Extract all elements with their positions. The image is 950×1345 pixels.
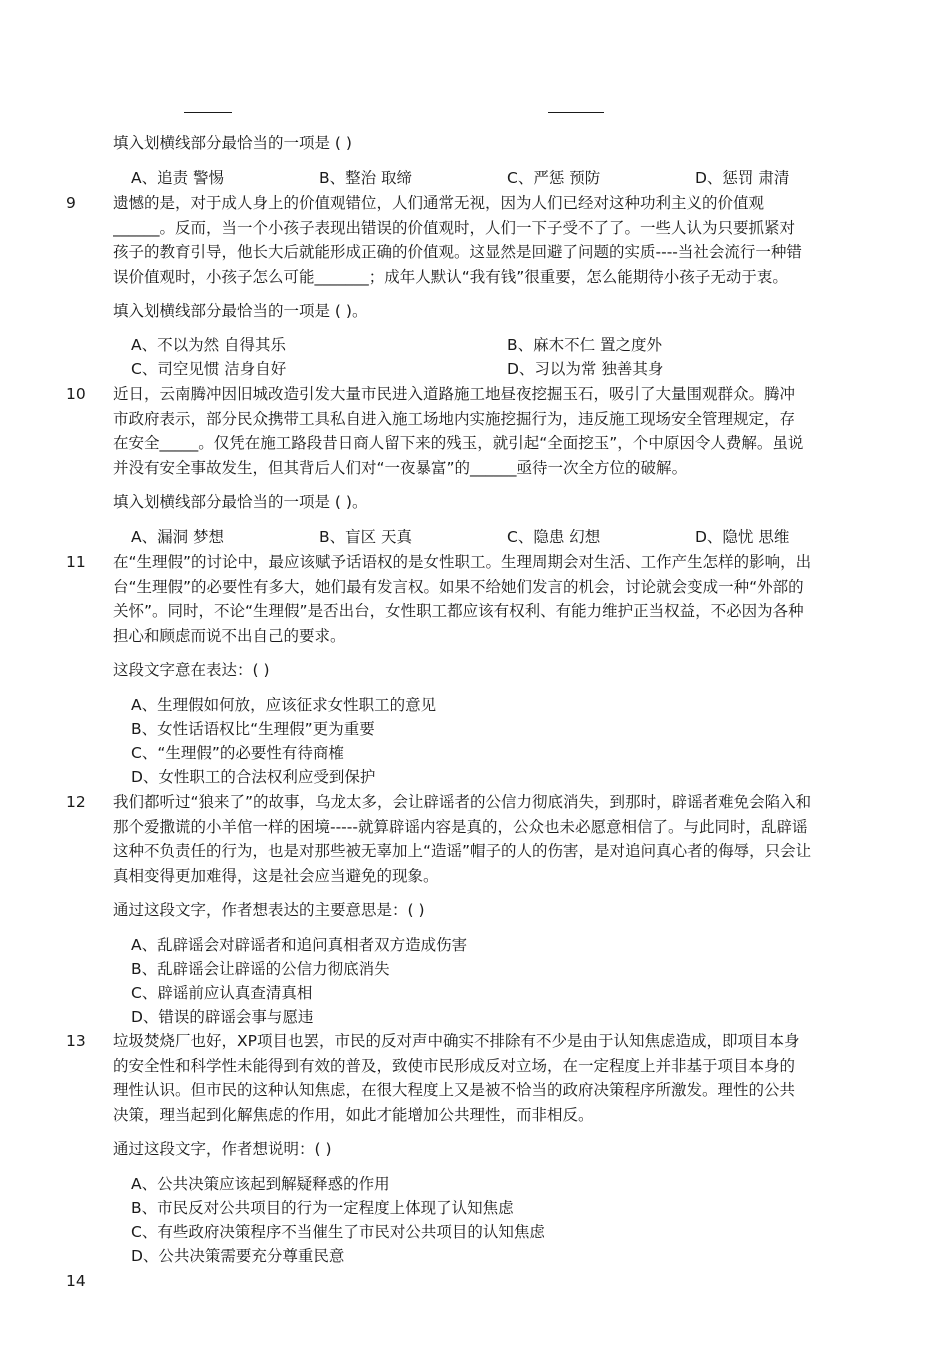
stem-line: 那个爱撒谎的小羊倌一样的困境-----就算辟谣内容是真的，公众也未必愿意相信了。与此同时，乱辟谣 — [113, 817, 808, 836]
question-stem — [113, 1029, 865, 1127]
option-d: D、女性职工的合法权利应受到保护 — [131, 768, 376, 786]
question-prompt: 填入划横线部分最恰当的一项是 ( )。 — [113, 493, 368, 511]
stem-line: 理性认识。但市民的这种认知焦虑，在很大程度上又是被不恰当的政府决策程序所激发。理性的公共 — [113, 1081, 796, 1099]
option-b: B、女性话语权比“生理假”更为重要 — [131, 720, 375, 738]
stem-line: 的安全性和科学性未能得到有效的普及，致使市民形成反对立场，在一定程度上并非基于项目本身的 — [113, 1056, 796, 1075]
option-c: C、严惩 预防 — [507, 169, 601, 187]
option-d: D、隐忧 思维 — [695, 528, 790, 546]
stem-line: 我们都听过“狼来了”的故事，乌龙太多，会让辟谣者的公信力彻底消失，到那时，辟谣者难免会陷入和 — [113, 793, 812, 811]
stem-line: 真相变得更加难得，这是社会应当避免的现象。 — [113, 866, 439, 885]
option-b: B、乱辟谣会让辟谣的公信力彻底消失 — [131, 960, 390, 978]
option-c: C、“生理假”的必要性有待商榷 — [131, 744, 344, 762]
question-number: 13 — [66, 1032, 86, 1050]
option-c: C、有些政府决策程序不当催生了市民对公共项目的认知焦虑 — [131, 1223, 545, 1241]
stem-line: 这种不负责任的行为，也是对那些被无辜加上“造谣”帽子的人的伤害，是对追问真心者的侮辱，只会让 — [113, 842, 812, 860]
option-a: A、不以为然 自得其乐 — [131, 336, 287, 354]
option-c: C、辟谣前应认真查清真相 — [131, 984, 313, 1002]
question-prompt: 通过这段文字，作者想说明：( ) — [113, 1140, 332, 1158]
stem-line: 在安全_____。仅凭在施工路段昔日商人留下来的残玉，就引起“全面挖玉”，个中原因令人费解。虽说 — [113, 434, 804, 452]
question-number: 10 — [66, 385, 86, 403]
option-a: A、生理假如何放，应该征求女性职工的意见 — [131, 696, 437, 714]
blank-line-left — [184, 112, 232, 113]
option-d: D、公共决策需要充分尊重民意 — [131, 1247, 345, 1265]
question-stem — [113, 382, 865, 480]
stem-line: 市政府表示，部分民众携带工具私自进入施工场地内实施挖掘行为，违反施工现场安全管理规定，存 — [113, 409, 796, 428]
option-c: C、隐患 幻想 — [507, 528, 601, 546]
question-number: 12 — [66, 793, 86, 811]
stem-line: 并没有安全事故发生，但其背后人们对“一夜暴富”的______亟待一次全方位的破解。 — [113, 458, 688, 477]
question-stem — [113, 550, 865, 648]
stem-line: 遗憾的是，对于成人身上的价值观错位，人们通常无视，因为人们已经对这种功利主义的价值观 — [113, 194, 765, 212]
stem-line: 孩子的教育引导，他长大后就能形成正确的价值观。这显然是回避了问题的实质----当社会流行一种错 — [113, 243, 802, 261]
option-b: B、麻木不仁 置之度外 — [507, 336, 663, 354]
stem-line: 决策，理当起到化解焦虑的作用，如此才能增加公共理性，而非相反。 — [113, 1105, 594, 1124]
question-stem — [113, 790, 865, 888]
question-number: 11 — [66, 553, 86, 571]
stem-line: 在“生理假”的讨论中，最应该赋予话语权的是女性职工。生理周期会对生活、工作产生怎样的影响，出 — [113, 553, 812, 571]
option-d: D、习以为常 独善其身 — [507, 360, 664, 378]
stem-line: ______。反而，当一个小孩子表现出错误的价值观时，人们一下子受不了了。一些人认为只要抓紧对 — [113, 218, 796, 237]
question-stem — [113, 191, 865, 289]
question-prompt: 这段文字意在表达：( ) — [113, 661, 270, 679]
option-d: D、惩罚 肃清 — [695, 169, 790, 187]
option-b: B、整治 取缔 — [319, 169, 413, 187]
stem-line: 台“生理假”的必要性有多大，她们最有发言权。如果不给她们发言的机会，讨论就会变成一种“外部的 — [113, 577, 804, 596]
option-b: B、市民反对公共项目的行为一定程度上体现了认知焦虑 — [131, 1199, 514, 1217]
question-number: 14 — [66, 1272, 86, 1290]
question-prompt: 通过这段文字，作者想表达的主要意思是：( ) — [113, 901, 425, 919]
option-d: D、错误的辟谣会事与愿违 — [131, 1008, 314, 1026]
stem-line: 误价值观时，小孩子怎么可能_______；成年人默认“我有钱”很重要，怎么能期待小孩子无动于衷。 — [113, 267, 788, 286]
stem-line: 垃圾焚烧厂也好，XP项目也罢，市民的反对声中确实不排除有不少是由于认知焦虑造成，即项目本身 — [113, 1032, 800, 1050]
option-c: C、司空见惯 洁身自好 — [131, 360, 287, 378]
option-a: A、漏洞 梦想 — [131, 528, 225, 546]
stem-line: 关怀”。同时，不论“生理假”是否出台，女性职工都应该有权利、有能力维护正当权益，不必因为各种 — [113, 602, 804, 620]
question-prompt: 填入划横线部分最恰当的一项是 ( ) — [113, 134, 352, 152]
question-prompt: 填入划横线部分最恰当的一项是 ( )。 — [113, 302, 368, 320]
stem-line: 担心和顾虑而说不出自己的要求。 — [113, 626, 346, 645]
stem-line: 近日，云南腾冲因旧城改造引发大量市民进入道路施工地昼夜挖掘玉石，吸引了大量围观群众。腾冲 — [113, 385, 796, 403]
option-a: A、公共决策应该起到解疑释惑的作用 — [131, 1175, 390, 1193]
option-a: A、追责 警惕 — [131, 169, 225, 187]
blank-line-right — [548, 112, 604, 113]
option-a: A、乱辟谣会对辟谣者和追问真相者双方造成伤害 — [131, 936, 468, 954]
question-number: 9 — [66, 194, 76, 212]
option-b: B、盲区 天真 — [319, 528, 413, 546]
